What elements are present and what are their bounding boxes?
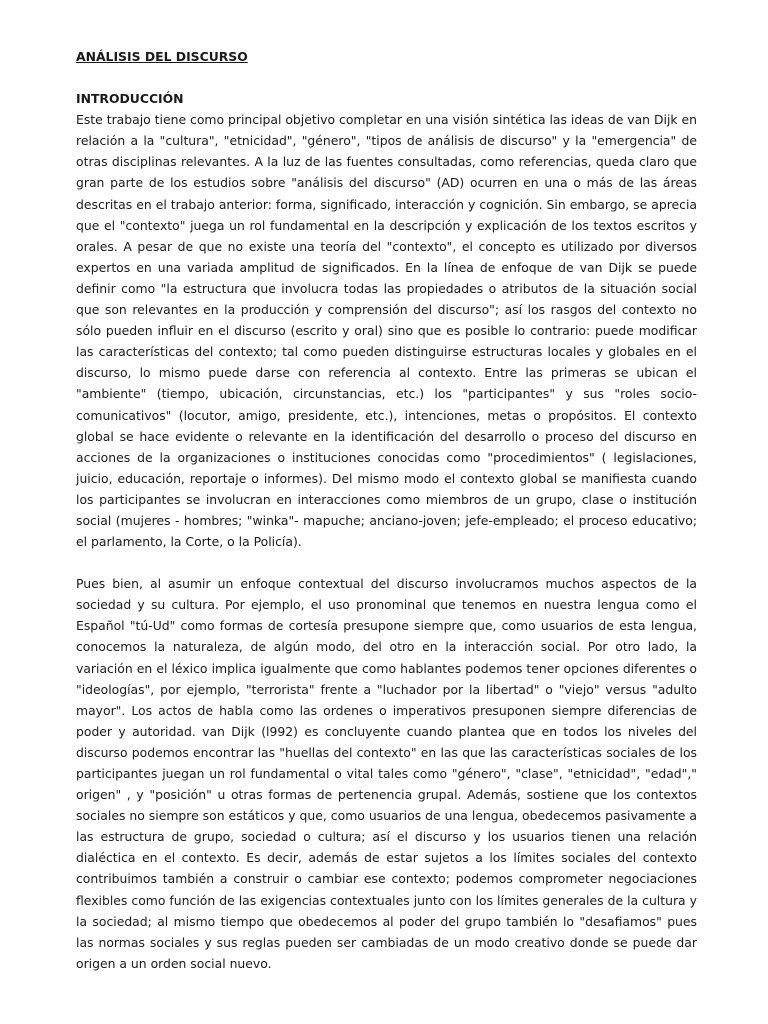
section-heading: INTRODUCCIÓN	[76, 91, 184, 107]
paragraph-introduction: Este trabajo tiene como principal objetivo completar en una visión sintética las ideas de van Dijk en relación a la "cultura", "etnicidad", "género", "tipos de análisis de discurso" y la "emergencia" de otras disciplinas relevantes. A la luz de las fuentes consultadas, como referencias, queda claro que gran parte de los estudios sobre "análisis del discurso" (AD) ocurren en una o más de las áreas descritas en el trabajo anterior: forma, significado, interacción y cognición. Sin embargo, se aprecia que el "contexto" juega un rol fundamental en la descripción y explicación de los textos escritos y orales. A pesar de que no existe una teoría del "contexto", el concepto es utilizado por diversos expertos en una variada amplitud de significados. En la línea de enfoque de van Dijk se puede definir como "la estructura que involucra todas las propiedades o atributos de la situación social que son relevantes en la producción y comprensión del discurso"; así los rasgos del contexto no sólo pueden influir en el discurso (escrito y oral) sino que es posible lo contrario: puede modificar las características del contexto; tal como pueden distinguirse estructuras locales y globales en el discurso, lo mismo puede darse con referencia al contexto. Entre las primeras se ubican el "ambiente" (tiempo, ubicación, circunstancias, etc.) los "participantes" y sus "roles socio-comunicativos" (locutor, amigo, presidente, etc.), intenciones, metas o propósitos. El contexto global se hace evidente o relevante en la identificación del desarrollo o proceso del discurso en acciones de la organizaciones o instituciones conocidas como "procedimientos" ( legislaciones, juicio, educación, reportaje o informes). Del mismo modo el contexto global se manifiesta cuando los participantes se involucran en interacciones como miembros de un grupo, clase o institución social (mujeres - hombres; "winka"- mapuche; anciano-joven; jefe-empleado; el proceso educativo; el parlamento, la Corte, o la Policía).	[76, 112, 697, 550]
document-title: ANÁLISIS DEL DISCURSO	[76, 49, 248, 64]
document-page	[76, 46, 697, 974]
paragraph-context: Pues bien, al asumir un enfoque contextual del discurso involucramos muchos aspectos de la sociedad y su cultura. Por ejemplo, el uso pronominal que tenemos en nuestra lengua como el Español "tú-Ud" como formas de cortesía presupone siempre que, como usuarios de esta lengua, conocemos la naturaleza, de algún modo, del otro en la interacción social. Por otro lado, la variación en el léxico implica igualmente que como hablantes podemos tener opciones diferentes o "ideologías", por ejemplo, "terrorista" frente a "luchador por la libertad" o "viejo" versus "adulto mayor". Los actos de habla como las ordenes o imperativos presuponen siempre diferencias de poder y autoridad. van Dijk (l992) es concluyente cuando plantea que en todos los niveles del discurso podemos encontrar las "huellas del contexto" en las que las características sociales de los participantes juegan un rol fundamental o vital tales como "género", "clase", "etnicidad", "edad"," origen" , y "posición" u otras formas de pertenencia grupal. Además, sostiene que los contextos sociales no siempre son estáticos y que, como usuarios de una lengua, obedecemos pasivamente a las estructura de grupo, sociedad o cultura; así el discurso y los usuarios tienen una relación dialéctica en el contexto. Es decir, además de estar sujetos a los límites sociales del contexto contribuimos también a construir o cambiar ese contexto; podemos comprometer negociaciones flexibles como función de las exigencias contextuales junto con los límites generales de la cultura y la sociedad; al mismo tiempo que obedecemos al poder del grupo también lo "desafiamos" pues las normas sociales y sus reglas pueden ser cambiadas de un modo creativo donde se puede dar origen a un orden social nuevo.	[76, 576, 697, 971]
